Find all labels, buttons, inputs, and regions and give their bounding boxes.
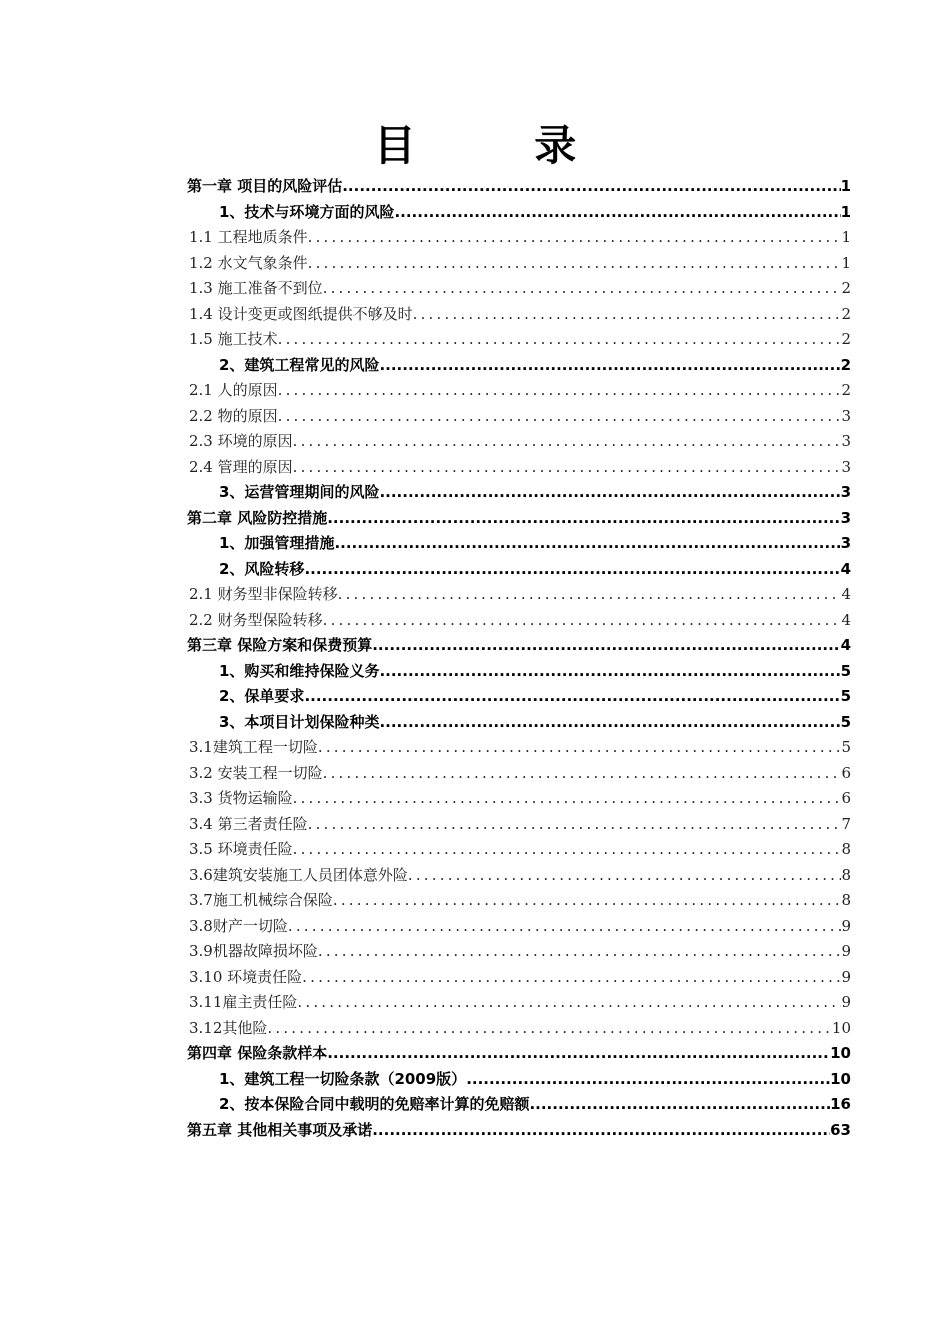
toc-entry-page-number: 8	[841, 840, 851, 858]
toc-entry-sub[interactable]	[187, 327, 851, 353]
toc-entry-page-number: 9	[841, 942, 851, 960]
toc-entry-label: 1.3 施工准备不到位	[189, 279, 323, 297]
toc-entry-page-number: 7	[841, 814, 851, 833]
toc-entry-sub[interactable]	[187, 888, 851, 914]
toc-entry-sub[interactable]	[187, 404, 851, 430]
toc-entry-sub[interactable]	[187, 455, 851, 481]
toc-entry-label: 第四章 保险条款样本	[187, 1044, 328, 1062]
toc-entry-page-number: 9	[841, 916, 851, 935]
toc-entry-page-number: 8	[841, 865, 851, 884]
toc-entry-label: 3.4 第三者责任险	[189, 814, 308, 833]
dot-leader	[379, 480, 840, 506]
toc-entry-label: 2、保单要求	[219, 687, 305, 705]
toc-entry-label: 2.1 人的原因	[189, 381, 278, 399]
toc-entry-sub[interactable]	[187, 914, 851, 940]
dot-leader	[394, 200, 840, 226]
toc-entry-chapter[interactable]	[187, 1118, 851, 1144]
dot-leader	[323, 761, 842, 787]
toc-entry-page-number: 5	[840, 712, 851, 731]
toc-entry-label: 3.12其他险	[189, 1018, 268, 1037]
toc-entry-section[interactable]	[187, 1092, 851, 1118]
dot-leader	[293, 429, 842, 455]
toc-entry-label: 3.11雇主责任险	[189, 993, 298, 1011]
dot-leader	[304, 557, 840, 583]
toc-entry-page-number: 4	[840, 559, 851, 578]
toc-entry-section[interactable]	[187, 200, 851, 226]
toc-entry-label: 1.2 水文气象条件	[189, 253, 308, 272]
toc-entry-page-number: 1	[841, 253, 851, 272]
toc-entry-page-number: 3	[841, 457, 851, 476]
toc-entry-section[interactable]	[187, 659, 851, 685]
toc-entry-sub[interactable]	[187, 990, 851, 1016]
toc-entry-page-number: 10	[830, 1044, 851, 1062]
toc-entry-page-number: 1	[840, 177, 851, 195]
toc-entry-label: 3.2 安装工程一切险	[189, 763, 323, 782]
toc-entry-label: 2、建筑工程常见的风险	[219, 355, 380, 374]
toc-entry-label: 第二章 风险防控措施	[187, 508, 328, 527]
dot-leader	[278, 378, 842, 404]
toc-entry-page-number: 1	[841, 228, 851, 246]
toc-entry-label: 3.8财产一切险	[189, 916, 288, 935]
dot-leader	[318, 735, 842, 761]
toc-entry-label: 1、建筑工程一切险条款（2009版）	[219, 1069, 467, 1088]
toc-entry-label: 3.10 环境责任险	[189, 967, 303, 986]
table-of-contents	[187, 174, 851, 1143]
toc-entry-chapter[interactable]	[187, 174, 851, 200]
dot-leader	[466, 1067, 830, 1093]
toc-entry-sub[interactable]	[187, 735, 851, 761]
toc-entry-label: 3.9机器故障损坏险	[189, 942, 318, 960]
toc-entry-label: 2.3 环境的原因	[189, 432, 293, 450]
toc-entry-label: 2.4 管理的原因	[189, 457, 293, 476]
toc-entry-label: 1.5 施工技术	[189, 330, 278, 348]
dot-leader	[308, 251, 842, 277]
toc-entry-sub[interactable]	[187, 225, 851, 251]
toc-entry-sub[interactable]	[187, 939, 851, 965]
toc-entry-page-number: 5	[840, 661, 851, 680]
dot-leader	[372, 633, 840, 659]
toc-entry-page-number: 6	[841, 789, 851, 807]
toc-entry-label: 1、加强管理措施	[219, 534, 335, 552]
toc-entry-label: 第五章 其他相关事项及承诺	[187, 1120, 373, 1139]
toc-entry-page-number: 3	[841, 406, 851, 425]
toc-entry-page-number: 2	[841, 304, 851, 323]
toc-entry-chapter[interactable]	[187, 633, 851, 659]
toc-entry-section[interactable]	[187, 684, 851, 710]
toc-entry-page-number: 4	[840, 636, 851, 654]
toc-entry-page-number: 63	[830, 1120, 851, 1139]
toc-entry-sub[interactable]	[187, 429, 851, 455]
toc-entry-label: 2、风险转移	[219, 559, 305, 578]
toc-entry-label: 3.6建筑安装施工人员团体意外险	[189, 865, 408, 884]
toc-entry-section[interactable]	[187, 480, 851, 506]
dot-leader	[288, 914, 842, 940]
toc-entry-page-number: 5	[840, 687, 851, 705]
toc-entry-sub[interactable]	[187, 378, 851, 404]
toc-entry-page-number: 5	[841, 738, 851, 756]
toc-entry-section[interactable]	[187, 557, 851, 583]
toc-entry-page-number: 3	[841, 432, 851, 450]
toc-entry-sub[interactable]	[187, 276, 851, 302]
toc-entry-label: 1、技术与环境方面的风险	[219, 202, 395, 221]
toc-entry-sub[interactable]	[187, 1016, 851, 1042]
toc-entry-sub[interactable]	[187, 863, 851, 889]
toc-entry-label: 3.3 货物运输险	[189, 789, 293, 807]
dot-leader	[297, 990, 841, 1016]
dot-leader	[372, 1118, 830, 1144]
toc-entry-sub[interactable]	[187, 812, 851, 838]
toc-entry-section[interactable]	[187, 353, 851, 379]
dot-leader	[327, 506, 840, 532]
dot-leader	[308, 812, 842, 838]
toc-entry-sub[interactable]	[187, 302, 851, 328]
toc-entry-page-number: 4	[841, 610, 851, 629]
toc-entry-sub[interactable]	[187, 965, 851, 991]
toc-entry-section[interactable]	[187, 531, 851, 557]
toc-entry-label: 第三章 保险方案和保费预算	[187, 636, 373, 654]
dot-leader	[413, 302, 842, 328]
dot-leader	[334, 531, 840, 557]
toc-entry-page-number: 2	[840, 355, 851, 374]
toc-entry-sub[interactable]	[187, 582, 851, 608]
dot-leader	[318, 939, 842, 965]
toc-entry-page-number: 3	[840, 483, 851, 501]
dot-leader	[338, 582, 842, 608]
toc-entry-label: 3.1建筑工程一切险	[189, 738, 318, 756]
toc-entry-section[interactable]	[187, 710, 851, 736]
toc-entry-label: 3、本项目计划保险种类	[219, 712, 380, 731]
toc-entry-label: 1、购买和维持保险义务	[219, 661, 380, 680]
toc-entry-sub[interactable]	[187, 761, 851, 787]
toc-entry-label: 2.1 财务型非保险转移	[189, 585, 338, 603]
dot-leader	[278, 404, 842, 430]
toc-entry-page-number: 3	[840, 534, 851, 552]
dot-leader	[323, 276, 842, 302]
dot-leader	[379, 659, 840, 685]
toc-entry-sub[interactable]	[187, 837, 851, 863]
dot-leader	[333, 888, 842, 914]
dot-leader	[379, 710, 840, 736]
toc-entry-page-number: 4	[841, 585, 851, 603]
dot-leader	[342, 174, 840, 200]
dot-leader	[323, 608, 842, 634]
toc-entry-page-number: 3	[840, 508, 851, 527]
toc-entry-page-number: 1	[840, 202, 851, 221]
toc-entry-sub[interactable]	[187, 251, 851, 277]
toc-entry-label: 3.5 环境责任险	[189, 840, 293, 858]
toc-entry-sub[interactable]	[187, 608, 851, 634]
dot-leader	[408, 863, 842, 889]
dot-leader	[293, 455, 842, 481]
dot-leader	[379, 353, 840, 379]
dot-leader	[308, 225, 842, 251]
toc-entry-page-number: 8	[841, 891, 851, 909]
toc-entry-page-number: 10	[830, 1069, 851, 1088]
toc-entry-page-number: 2	[841, 330, 851, 348]
toc-entry-label: 2、按本保险合同中载明的免赔率计算的免赔额	[219, 1095, 530, 1113]
toc-entry-page-number: 9	[841, 993, 851, 1011]
toc-entry-page-number: 2	[841, 381, 851, 399]
toc-entry-page-number: 6	[841, 763, 851, 782]
toc-entry-page-number: 10	[831, 1018, 851, 1037]
toc-entry-chapter[interactable]	[187, 1041, 851, 1067]
dot-leader	[304, 684, 840, 710]
dot-leader	[302, 965, 841, 991]
toc-entry-label: 3、运营管理期间的风险	[219, 483, 380, 501]
toc-entry-chapter[interactable]	[187, 506, 851, 532]
toc-entry-label: 2.2 财务型保险转移	[189, 610, 323, 629]
toc-entry-label: 2.2 物的原因	[189, 406, 278, 425]
toc-entry-label: 第一章 项目的风险评估	[187, 177, 343, 195]
dot-leader	[278, 327, 842, 353]
toc-entry-page-number: 16	[830, 1095, 851, 1113]
dot-leader	[529, 1092, 830, 1118]
toc-entry-label: 1.4 设计变更或图纸提供不够及时	[189, 304, 413, 323]
toc-entry-section[interactable]	[187, 1067, 851, 1093]
toc-entry-sub[interactable]	[187, 786, 851, 812]
dot-leader	[293, 786, 842, 812]
page-title: 目 录	[373, 121, 629, 170]
dot-leader	[267, 1016, 832, 1042]
toc-entry-label: 3.7施工机械综合保险	[189, 891, 333, 909]
dot-leader	[293, 837, 842, 863]
toc-entry-page-number: 9	[841, 967, 851, 986]
toc-entry-label: 1.1 工程地质条件	[189, 228, 308, 246]
toc-entry-page-number: 2	[841, 279, 851, 297]
dot-leader	[327, 1041, 830, 1067]
